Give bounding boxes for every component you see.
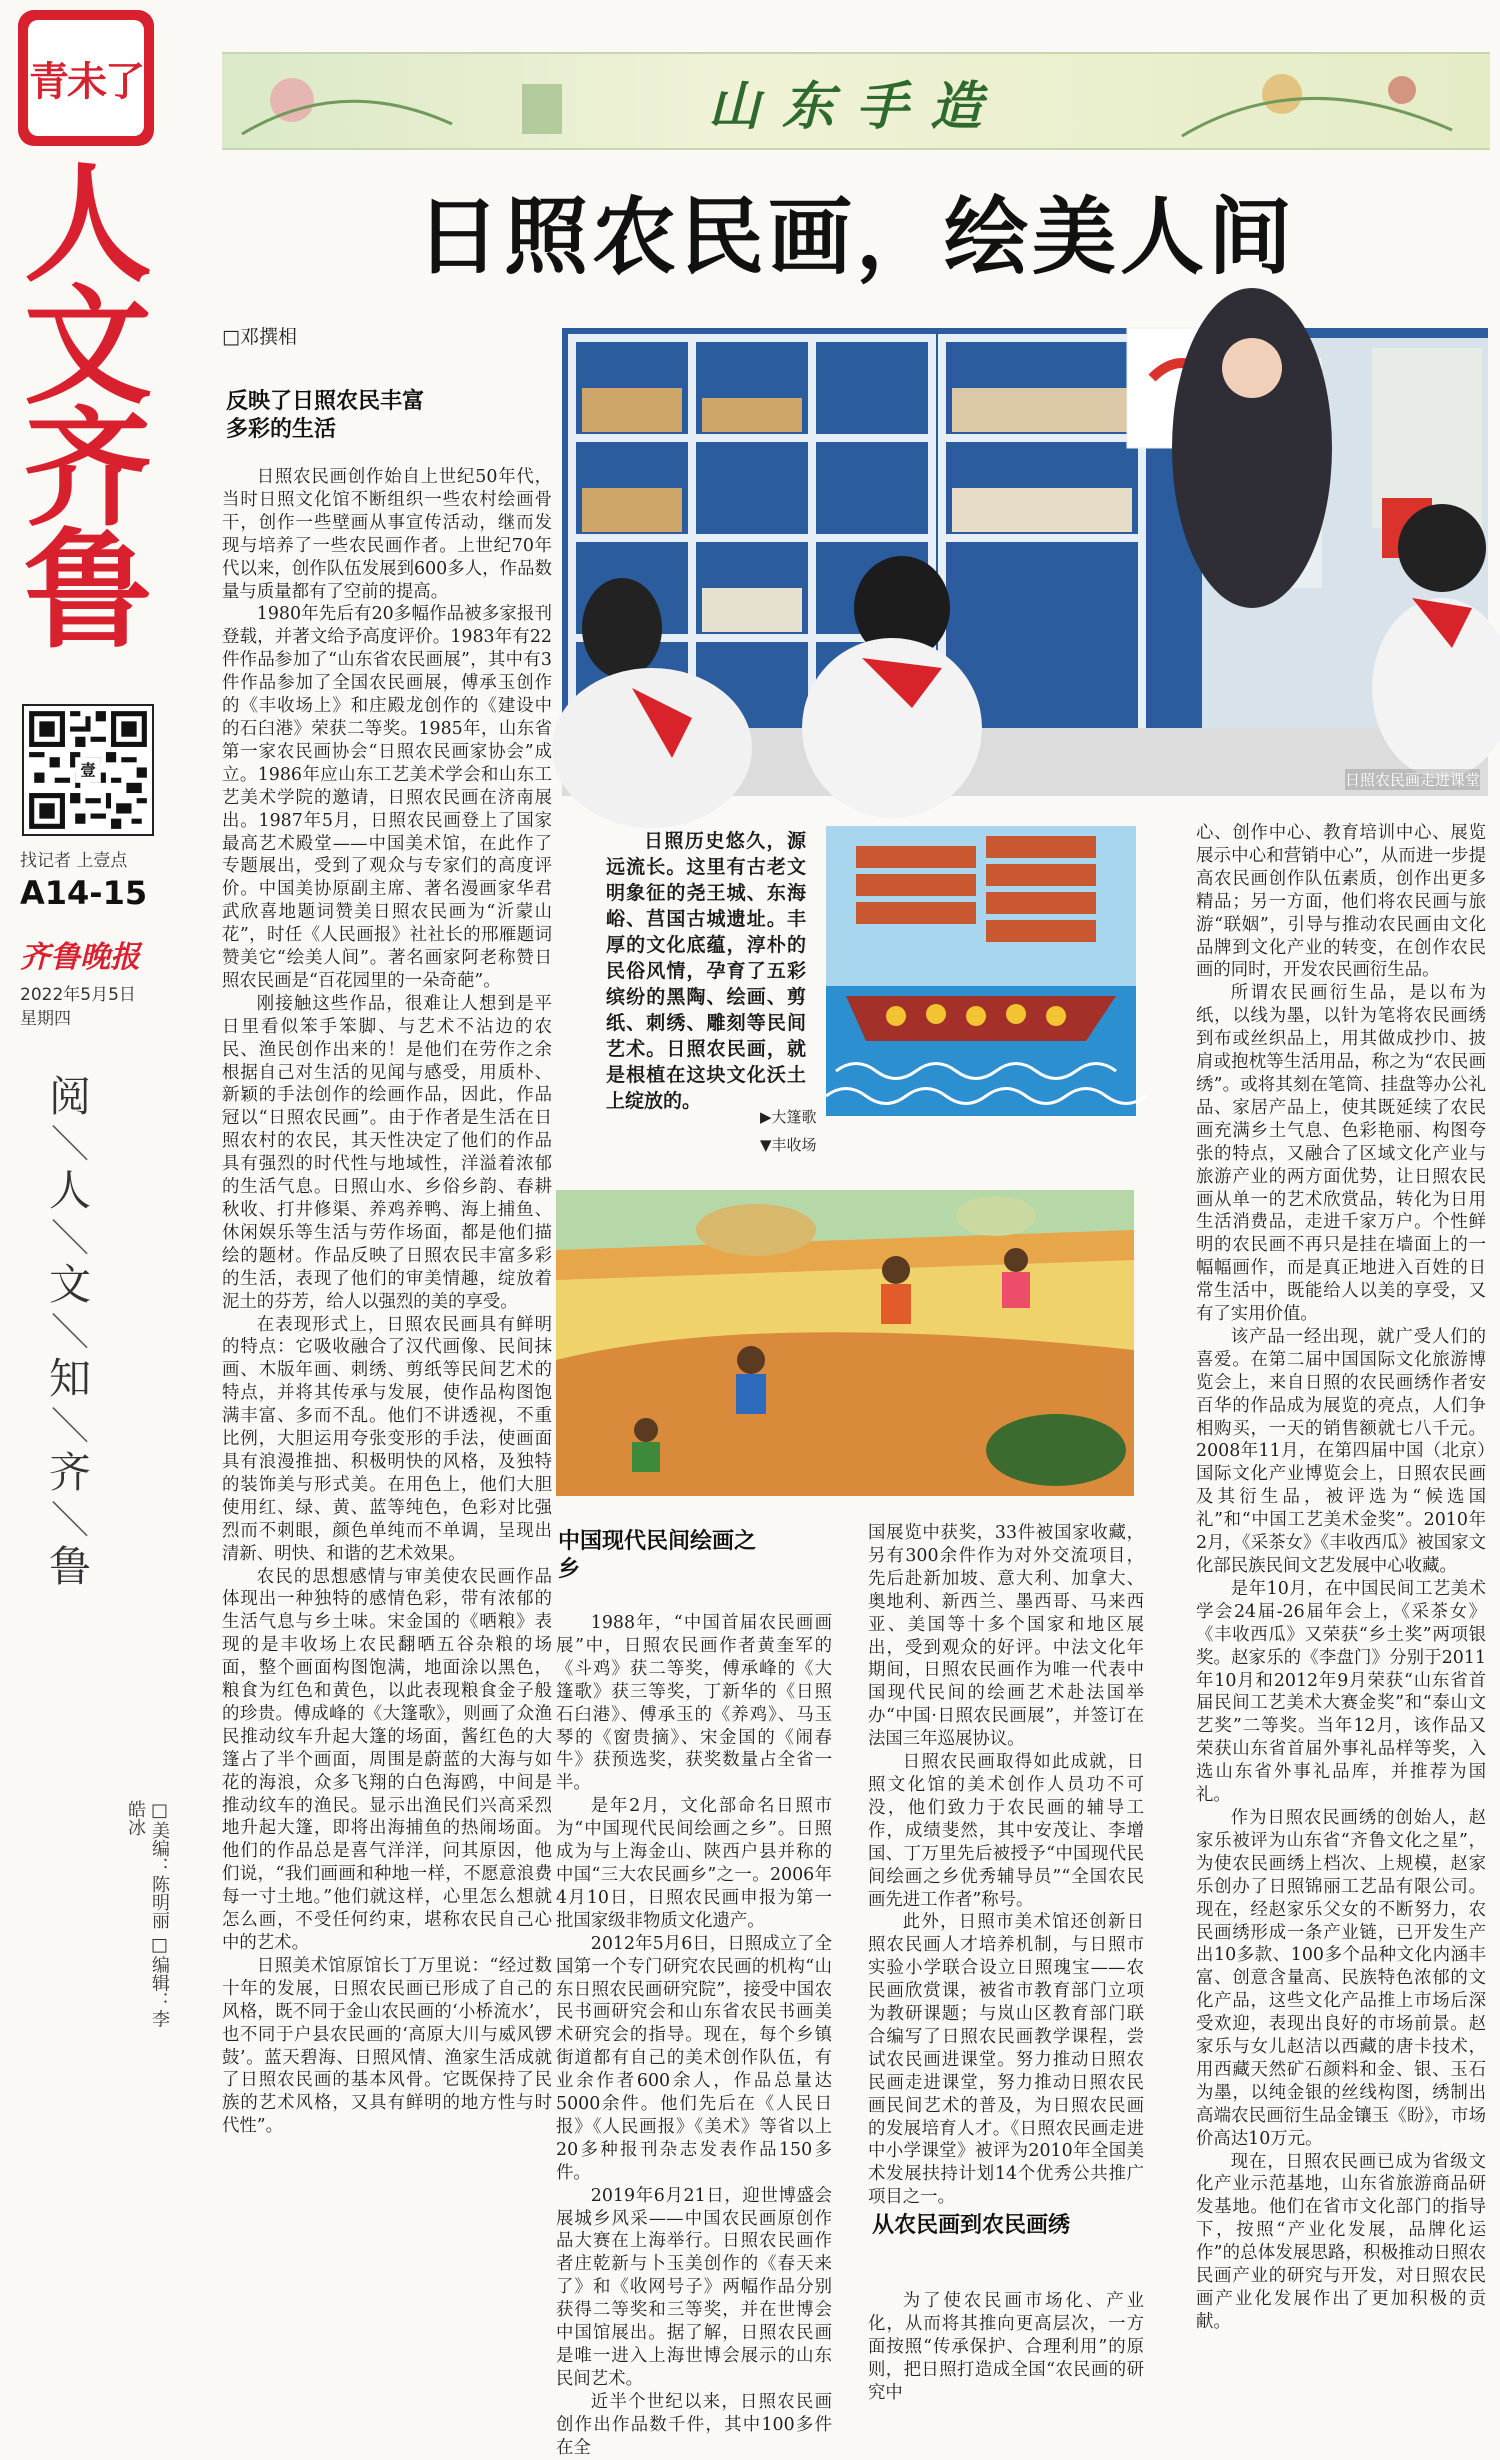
paragraph: 刚接触这些作品，很难让人想到是平日里看似笨手笨脚、与艺术不沾边的农民、渔民创作出来的！是他们在劳作之余根据自己对生活的见闻与感受，用质朴、新颖的手法创作的绘画作品，因此，作品冠以“日照农民画”。由于作者是生活在日照农村的农民，其天性决定了他们的作品具有强烈的时代性与地域性，洋溢着浓郁的生活气息。日照山水、乡俗乡韵、春耕秋收、打井修渠、养鸡养鸭、海上捕鱼、休闲娱乐等生活与劳作场面，都是他们描绘的题材。作品反映了日照农民丰富多彩的生活，表现了他们的审美情趣，绽放着泥土的芬芳，给人以强烈的美的享受。 (222, 993, 552, 1312)
slash-divider: ＼ (50, 1310, 89, 1354)
headline: 日照农民画，绘美人间 (415, 187, 1296, 286)
painting-label: ▼丰收场 (760, 1136, 817, 1154)
slash-divider: ＼ (50, 1498, 89, 1542)
column-4 (1196, 822, 1486, 2402)
column-banner (222, 52, 1490, 150)
slogan-char: 鲁 (48, 1542, 91, 1591)
paragraph: 为了使农民画市场化、产业化，从而将其推向更高层次，一方面按照“传承保护、合理利用”的原则，把日照打造成全国“农民画的研究中 (868, 2291, 1144, 2403)
paragraph: 国展览中获奖，33件被国家收藏，另有300余件作为对外交流项目，先后赴新加坡、意大利、加拿大、奥地利、新西兰、墨西哥、马来西亚、美国等十多个国家和地区展出，受到观众的好评。中法文化年期间，日照农民画作为唯一代表中国现代民间的绘画艺术赴法国举办“中国·日照农民画展”，并签订在法国三年巡展协议。 (868, 1523, 1144, 1750)
masthead (0, 0, 170, 2414)
fengshouchang-painting (556, 1190, 1134, 1496)
slogan-char: 知 (48, 1354, 91, 1403)
slash-divider: ＼ (50, 1216, 89, 1260)
paragraph: 农民的思想感情与审美使农民画作品体现出一种独特的感情色彩，带有浓郁的生活气息与乡土味。宋金国的《晒粮》表现的是丰收场上农民翻晒五谷杂粮的场面，整个画面构图饱满，地面涂以黑色，粮食为红色和黄色，以此表现粮食金子般的珍贵。傅成峰的《大篷歌》，则画了众渔民推动纹车升起大篷的场面，酱红色的大篷占了半个画面，周围是蔚蓝的大海与如花的海浪，众多飞翔的白色海鸥，中间是推动纹车的渔民。显示出渔民们兴高采烈地升起大篷，即将出海捕鱼的热闹场面。他们的作品总是喜气洋洋，问其原因，他们说，“我们画画和种地一样，不愿意浪费每一寸土地。”他们就这样，心里怎么想就怎么画，不受任何约束，堪称农民自己心中的艺术。 (222, 1566, 552, 1953)
slogan-char: 阅 (48, 1072, 91, 1121)
classroom-photo (562, 328, 1488, 796)
paragraph: 此外，日照市美术馆还创新日照农民画人才培养机制，与日照市实验小学联合设立日照瑰宝——农民画欣赏课，被省市教育部门立项为教研课题；与岚山区教育部门联合编写了日照农民画教学课程，尝试农民画进课堂。努力推动日照农民画走进课堂，努力推动日照农民画民间艺术的普及，为日照农民画的发展培育人才。《日照农民画走进中小学课堂》被评为2010年全国美术发展扶持计划14个优秀公共推广项目之一。 (868, 1912, 1144, 2208)
section-1-title: 反映了日照农民丰富多彩的生活 (226, 389, 425, 442)
qingweiliao-logo (18, 10, 154, 146)
banner-title: 山东手造 (707, 75, 1004, 137)
paragraph: 现在，日照农民画已成为省级文化产业示范基地，山东省旅游商品研发基地。他们在省市文化部门的指导下，按照“产业化发展，品牌化运作”的总体发展思路，积极推动日照农民画产业的研究与开发，对日照农民画产业化发展作出了更加积极的贡献。 (1196, 2151, 1486, 2332)
byline: □邓撰相 (222, 326, 297, 348)
paper-name: 齐鲁晚报 (20, 940, 140, 975)
paragraph: 作为日照农民画绣的创始人，赵家乐被评为山东省“齐鲁文化之星”，为使农民画绣上档次、上规模，赵家乐创办了日照锦丽工艺品有限公司。现在，经赵家乐父女的不断努力，农民画绣形成一条产业链，已开发生产出10多款、100多个品种文化内涵丰富、创意含量高、民族特色浓郁的文化产品，这些文化产品推上市场后深受欢迎，表现出良好的市场前景。赵家乐与女儿赵洁以西藏的唐卡技术，用西藏天然矿石颜料和金、银、玉石为墨，以纯金银的丝线构图，绣制出高端农民画衍生品金镶玉《盼》，市场价高达10万元。 (1196, 1807, 1486, 2149)
paragraph: 1988年，“中国首届农民画画展”中，日照农民画作者黄奎军的《斗鸡》获二等奖，傅承峰的《大篷歌》获三等奖，丁新华的《日照石臼港》、傅承玉的《养鸡》、马玉琴的《窗贵摘》、宋金国的《闹春牛》获预选奖，获奖数量占全省一半。 (556, 1613, 832, 1794)
section-char: 鲁 (23, 517, 152, 666)
slash-divider: ＼ (50, 1122, 89, 1166)
section-char: 人 (23, 151, 152, 300)
page-number: A14-15 (20, 874, 148, 912)
column-3b (868, 2290, 1144, 2402)
paper-date: 2022年5月5日 (20, 985, 136, 1005)
column-2 (556, 1612, 832, 2458)
intro-text: 日照历史悠久，源远流长。这里有古老文明象征的尧王城、东海峪、莒国古城遗址。丰厚的文化底蕴，淳朴的民俗风情，孕育了五彩缤纷的黑陶、绘画、剪纸、刺绣、雕刻等民间艺术。日照农民画，就是根植在这块文化沃土上绽放的。 (606, 830, 806, 1112)
editor-credits: □美编：陈明丽 □编辑：李皓冰 (125, 1800, 170, 2028)
slogan-char: 文 (48, 1260, 91, 1309)
column-3 (868, 1522, 1144, 2208)
column-1 (222, 466, 552, 2401)
paragraph: 是年10月，在中国民间工艺美术学会24届-26届年会上，《采茶女》《丰收西瓜》又荣获“乡土奖”两项银奖。赵家乐的《李盘门》分别于2011年10月和2012年9月荣获“山东省首届民间工艺美术大赛金奖”和“泰山文艺奖”二等奖。当年12月，该作品又荣获山东省首届外事礼品样等奖，入选山东省外事礼品库，并推荐为国礼。 (1196, 1578, 1486, 1806)
slogan-char: 人 (48, 1166, 91, 1215)
section-3-title: 从农民画到农民画绣 (872, 2213, 1071, 2238)
section-title (18, 151, 158, 666)
paragraph: 日照农民画取得如此成就，日照文化馆的美术创作人员功不可没，他们致力于农民画的辅导工作，成绩斐然，其中安茂让、李增国、丁万里先后被授予“中国现代民间绘画之乡优秀辅导员”“全国农民画先进工作者”称号。 (868, 1752, 1144, 1910)
slash-divider: ＼ (50, 1404, 89, 1448)
svg-text:壹: 壹 (80, 761, 96, 780)
section-2-title: 中国现代民间绘画之乡 (558, 1529, 757, 1582)
dapeng-painting (826, 826, 1136, 1116)
vertical-slogan (40, 1072, 100, 1592)
intro-box (606, 828, 806, 1114)
section-char: 文 (23, 273, 152, 422)
paragraph: 在表现形式上，日照农民画具有鲜明的特点：它吸收融合了汉代画像、民间抹画、木版年画、刺绣、剪纸等民间艺术的特点，并将其传承与发展，使作品构图饱满丰富、多而不乱。他们不讲透视，不重比例，大胆运用夸张变形的手法，使画面具有浪漫推拙、积极明快的风格，及独特的装饰美与形式美。在用色上，他们大胆使用红、绿、黄、蓝等纯色，色彩对比强烈而不刺眼，颜色单纯而不单调，呈现出清新、明快、和谐的艺术效果。 (222, 1314, 552, 1564)
paragraph: 所谓农民画衍生品，是以布为纸，以线为墨，以针为笔将农民画绣到布或丝织品上，用其做成抄巾、披肩或抱枕等生活用品，称之为“农民画绣”。或将其刻在笔筒、挂盘等办公礼品、家居产品上，使其既延续了农民画充满乡土气息、色彩艳丽、构图夸张的特点，又融合了区域文化产业与旅游产业的两方面优势，让日照农民画从单一的艺术欣赏品，转化为日用生活消费品，走进千家万户。个性鲜明的农民画不再只是挂在墙面上的一幅幅画作，而是真正地进入百姓的日常生活中，既能给人以美的享受，又有了实用价值。 (1196, 983, 1486, 1325)
paragraph: 2019年6月21日，迎世博盛会展城乡风采——中国农民画原创作品大赛在上海举行。日照农民画作者庄乾新与卜玉美创作的《春天来了》和《收网号子》两幅作品分别获得二等奖和三等奖，并在世博会中国馆展出。据了解，日照农民画是唯一进入上海世博会展示的山东民间艺术。 (556, 2185, 832, 2389)
logo-text: 青未了 (29, 58, 143, 105)
paragraph: 日照美术馆原馆长丁万里说：“经过数十年的发展，日照农民画已形成了自己的风格，既不同于金山农民画的‘小桥流水’，也不同于户县农民画的‘高原大川与威风锣鼓’。蓝天碧海、日照风情、渔家生活成就了日照农民画的基本风骨。它既保持了民族的艺术风格，又具有鲜明的地方性与时代性”。 (222, 1955, 552, 2137)
painting-label: ▶大篷歌 (760, 1108, 817, 1126)
reporter-line: 找记者 上壹点 (20, 851, 128, 871)
qr-code-icon[interactable] (22, 704, 154, 836)
paragraph: 该产品一经出现，就广受人们的喜爱。在第二届中国国际文化旅游博览会上，来自日照的农民画绣作者安百华的作品成为展览的亮点，人们争相购买，一天的销售额就七八千元。2008年11月，在第四届中国（北京）国际文化产业博览会上，日照农民画及其衍生品，被评选为“候选国礼”和“中国工艺美术金奖”。2010年2月，《采茶女》《丰收西瓜》被国家文化部民族民间文艺发展中心收藏。 (1196, 1326, 1486, 1576)
paper-weekday: 星期四 (20, 1009, 71, 1029)
photo-caption: 日照农民画走进课堂 (1344, 771, 1480, 789)
paragraph: 2012年5月6日，日照成立了全国第一个专门研究农民画的机构“山东日照农民画研究院”，接受中国农民书画研究会和山东省农民书画美术研究会的指导。现在，每个乡镇街道都有自己的美术创作队伍，有业余作者600余人，作品总量达5000余件。他们先后在《人民日报》《人民画报》《美术》等省以上20多种报刊杂志发表作品150多件。 (556, 1933, 832, 2183)
paragraph: 心、创作中心、教育培训中心、展览展示中心和营销中心”，从而进一步提高农民画创作队伍素质，创作出更多精品；另一方面，他们将农民画与旅游“联姻”，引导与推动农民画由文化品牌到文化产业的转变，在创作农民画的同时，开发农民画衍生品。 (1196, 823, 1486, 981)
paragraph: 近半个世纪以来，日照农民画创作出作品数千件，其中100多件在全 (556, 2391, 832, 2458)
paragraph: 1980年先后有20多幅作品被多家报刊登载，并著文给予高度评价。1983年有22件作品参加了“山东省农民画展”，其中有3件作品参加了全国农民画展，傅承玉创作的《丰收场上》和庄殿龙创作的《建设中的石臼港》荣获二等奖。1985年，山东省第一家农民画协会“日照农民画家协会”成立。1986年应山东工艺美术学会和山东工艺美术学院的邀请，日照农民画在济南展出。1987年5月，日照农民画登上了国家最高艺术殿堂——中国美术馆，在此作了专题展出，受到了观众与专家们的高度评价。中国美协原副主席、著名漫画家华君武欣喜地题词赞美日照农民画为“沂蒙山花”，时任《人民画报》社社长的邢雁题词赞美它“绘美人间”。著名画家阿老称赞日照农民画是“百花园里的一朵奇葩”。 (222, 604, 552, 991)
section-char: 齐 (23, 395, 152, 544)
paragraph: 是年2月，文化部命名日照市为“中国现代民间绘画之乡”。日照成为与上海金山、陕西户县并称的中国“三大农民画乡”之一。2006年4月10日，日照农民画申报为第一批国家级非物质文化遗产。 (556, 1796, 832, 1931)
paragraph: 日照农民画创作始自上世纪50年代，当时日照文化馆不断组织一些农村绘画骨干，创作一些壁画从事宣传活动，继而发现与培养了一些农民画作者。上世纪70年代以来，创作队伍发展到600多人，作品数量与质量都有了空前的提高。 (222, 467, 552, 602)
slogan-char: 齐 (48, 1448, 91, 1497)
